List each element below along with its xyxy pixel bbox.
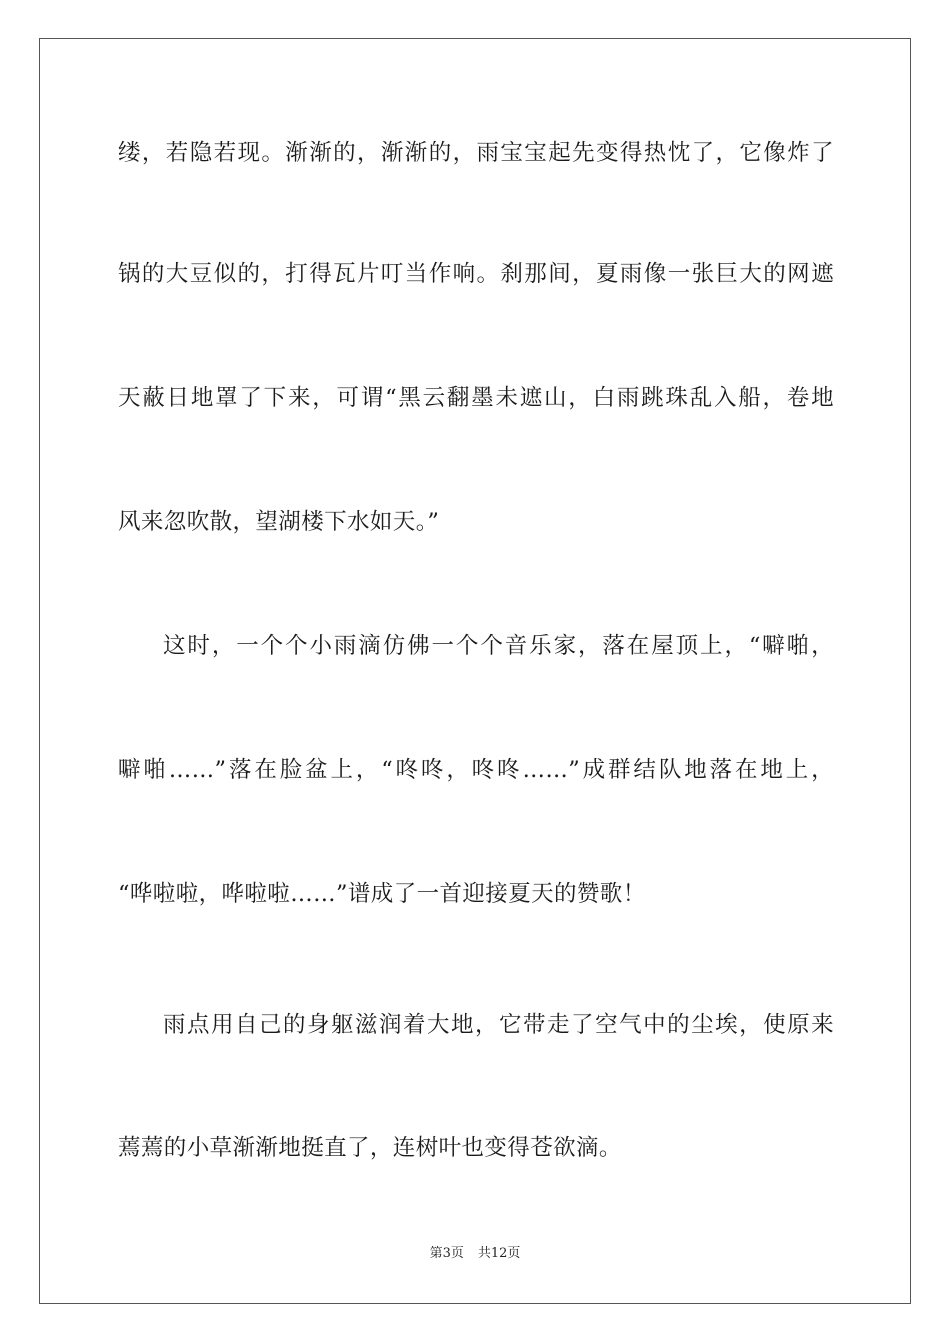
text-line: 风来忽吹散，望湖楼下水如天。” (118, 509, 440, 535)
page-frame (39, 38, 911, 1304)
page-footer (0, 1245, 950, 1263)
text-line: 这时，一个个小雨滴仿佛一个个音乐家，落在屋顶上，“噼啪， (163, 633, 834, 659)
text-line: 雨点用自己的身躯滋润着大地，它带走了空气中的尘埃，使原来 (163, 1012, 834, 1038)
text-line: “哗啦啦，哗啦啦……”谱成了一首迎接夏天的赞歌！ (118, 881, 646, 907)
page-total: 共12页 (477, 1246, 521, 1261)
text-line: 噼啪……”落在脸盆上，“咚咚，咚咚……”成群结队地落在地上， (118, 757, 834, 783)
page-number: 第3页 (429, 1246, 464, 1261)
text-line: 锅的大豆似的，打得瓦片叮当作响。刹那间，夏雨像一张巨大的网遮 (118, 261, 834, 287)
text-line: 蔫蔫的小草渐渐地挺直了，连树叶也变得苍欲滴。 (118, 1135, 622, 1161)
text-line: 天蔽日地罩了下来，可谓“黑云翻墨未遮山，白雨跳珠乱入船，卷地 (118, 385, 834, 411)
text-line: 缕，若隐若现。渐渐的，渐渐的，雨宝宝起先变得热忱了，它像炸了 (118, 140, 834, 166)
